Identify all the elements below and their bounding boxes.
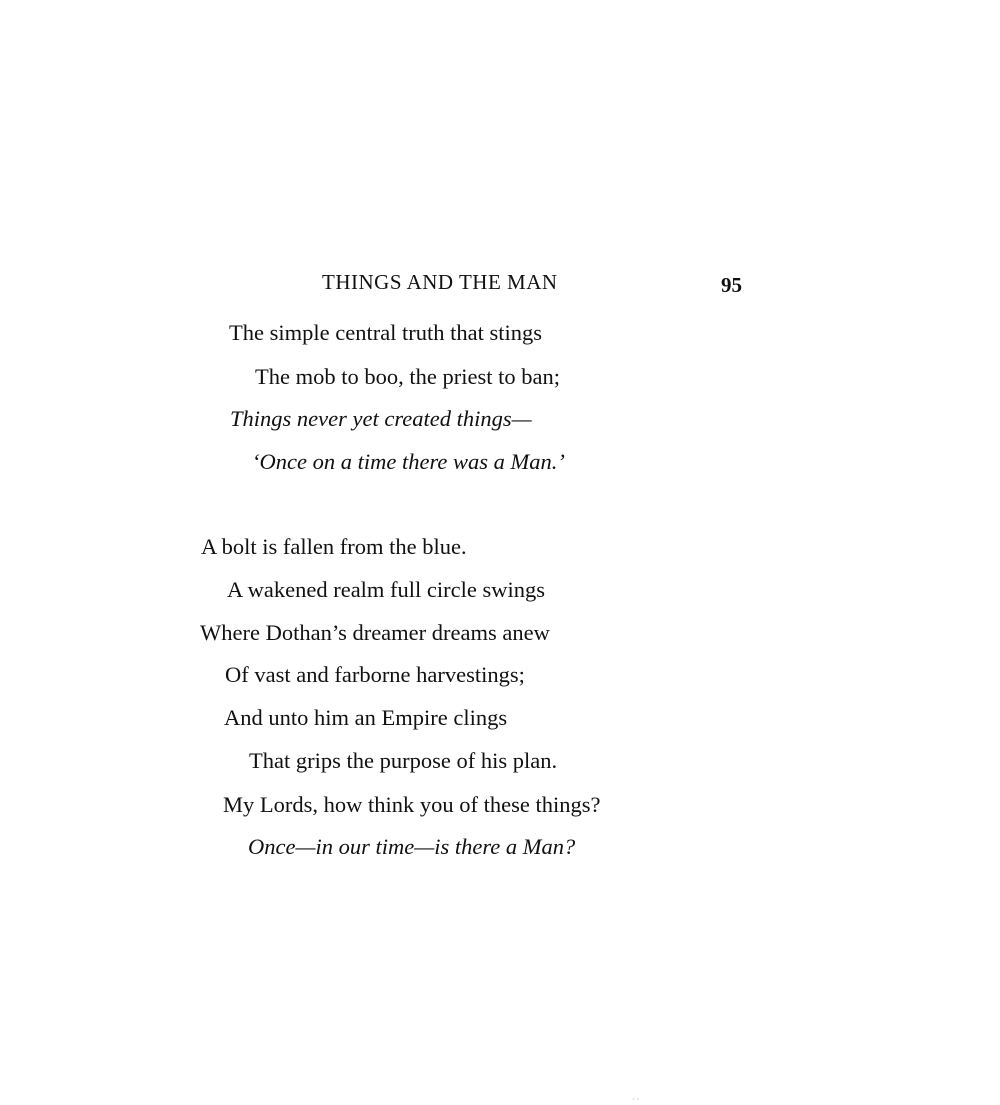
- poem-line: A wakened realm full circle swings: [227, 577, 546, 602]
- poem-line: That grips the purpose of his plan.: [249, 748, 558, 773]
- poem-line-italic: Things never yet created things—: [230, 406, 532, 431]
- poem-line: My Lords, how think you of these things?: [223, 792, 601, 817]
- poem-line: Where Dothan’s dreamer dreams anew: [200, 620, 550, 645]
- poem-line: The simple central truth that stings: [229, 320, 543, 345]
- poem-line: The mob to boo, the priest to ban;: [255, 364, 560, 389]
- poem-line-italic: ‘Once on a time there was a Man.’: [252, 449, 565, 474]
- page-number: 95: [721, 273, 742, 297]
- poem-line: Of vast and farborne harvestings;: [225, 662, 525, 687]
- poem-line: A bolt is fallen from the blue.: [201, 534, 467, 559]
- scan-specks: ··: [632, 1095, 642, 1104]
- poem-line-italic: Once—in our time—is there a Man?: [248, 834, 576, 859]
- poem-line: And unto him an Empire clings: [224, 705, 508, 730]
- running-head: THINGS AND THE MAN: [322, 270, 558, 294]
